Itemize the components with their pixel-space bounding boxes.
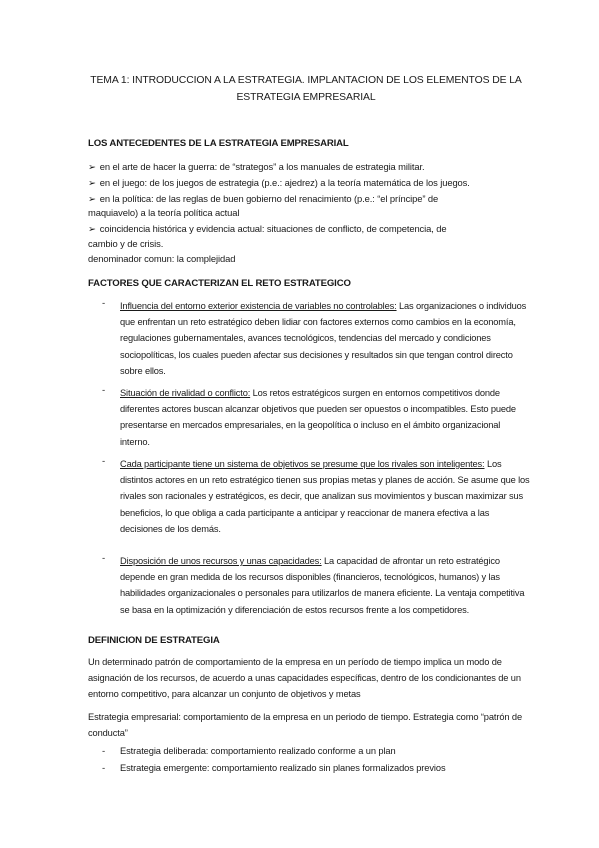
- section-heading-definicion: DEFINICION DE ESTRATEGIA: [88, 635, 220, 646]
- factor-title: Influencia del entorno exterior existencia de variables no controlables:: [120, 301, 397, 311]
- antecedente-line-continued: cambio y de crisis.: [88, 238, 164, 249]
- arrow-bullet-icon: ➢: [88, 193, 96, 204]
- arrow-bullet-icon: ➢: [88, 177, 96, 188]
- factor-title: Disposición de unos recursos y unas capacidades:: [120, 556, 322, 566]
- arrow-bullet-icon: ➢: [88, 161, 96, 172]
- dash-bullet: -: [102, 456, 106, 467]
- factor-text: Los retos estratégicos surgen en entornos competitivos donde diferentes actores buscan alcanzar objetivos que pueden ser opuestos o incompatibles. Esto puede presentarse en mercados empresariales, en la geopolítica o incluso en el ámbito organizacional interno.: [120, 388, 516, 447]
- factor-title: Cada participante tiene un sistema de objetivos se presume que los rivales son inteligentes:: [120, 459, 485, 469]
- definition-paragraph: Un determinado patrón de comportamiento de la empresa en un período de tiempo implica un modo de asignación de los recursos, de acuerdo a unas capacidades específicas, dentro de los condicionantes de un entorno competitivo, para alcanzar un conjunto de objetivos y metas: [88, 657, 521, 700]
- factor-text: Los distintos actores en un reto estratégico tienen sus propias metas y planes de acción. Se asume que los rivales son racionales y estratégicos, es decir, que analizan sus movimientos y buscan maximizar sus beneficios, lo que obliga a cada participante a anticipar y reaccionar de manera efectiva a las decisiones de los demás.: [120, 459, 530, 534]
- dash-bullet: -: [102, 553, 106, 564]
- antecedente-line: ➢ coincidencia histórica y evidencia actual: situaciones de conflicto, de competencia, de: [88, 223, 447, 234]
- factor-title: Situación de rivalidad o conflicto:: [120, 388, 251, 398]
- section-heading-factores: FACTORES QUE CARACTERIZAN EL RETO ESTRATEGICO: [88, 278, 351, 289]
- document-title: TEMA 1: INTRODUCCION A LA ESTRATEGIA. IMPLANTACION DE LOS ELEMENTOS DE LA ESTRATEGIA EMPRESARIAL: [90, 75, 522, 103]
- factor-text: Las organizaciones o individuos que enfrentan un reto estratégico deben lidiar con factores externos como cambios en la economía, regulaciones gubernamentales, avances tecnológicos, tendencias del mercado y condiciones sociopolíticas, los cuales pueden afectar sus decisiones y resultados sin que tengan control directo sobre ellos.: [120, 301, 527, 376]
- antecedente-line: ➢ en el arte de hacer la guerra: de “strategos” a los manuales de estrategia militar.: [88, 161, 425, 172]
- factor-text: La capacidad de afrontar un reto estratégico depende en gran medida de los recursos disponibles (financieros, tecnológicos, humanos) y las habilidades organizacionales o personales para utilizarlos de manera eficiente. La ventaja competitiva se basa en la optimización y diferenciación de estos recursos frente a los competidores.: [120, 556, 525, 615]
- section-heading-antecedentes: LOS ANTECEDENTES DE LA ESTRATEGIA EMPRESARIAL: [88, 138, 349, 149]
- antecedente-line: ➢ en la política: de las reglas de buen gobierno del renacimiento (p.e.: “el príncipe” de: [88, 193, 439, 204]
- dash-bullet: -: [102, 298, 106, 309]
- dash-bullet: -: [102, 385, 106, 396]
- dash-bullet: -: [102, 746, 106, 757]
- dash-bullet: -: [102, 763, 106, 774]
- antecedente-summary: denominador comun: la complejidad: [88, 253, 236, 264]
- estrategia-empresarial-paragraph: Estrategia empresarial: comportamiento de la empresa en un periodo de tiempo. Estrategia como “patrón de conducta”: [88, 712, 523, 739]
- document-page: TEMA 1: INTRODUCCION A LA ESTRATEGIA. IMPLANTACION DE LOS ELEMENTOS DE LA ESTRATEGIA EMPRESARIAL LOS ANTECEDENTES DE LA ESTRATEGIA EMPRESARIAL ➢ en el arte de hacer la guerra: de “strategos” a los manuales de estrategia militar. ➢ en el juego: de los juegos de estrategia (p.e.: ajedrez) a la teoría matemática de los juegos. ➢ en la política: de las reglas de buen gobierno del renacimiento (p.e.: “el príncipe” de maquiavelo) a la teoría política actual ➢ coincidencia histórica y evidencia actual: situaciones de conflicto, de competencia, de cambio y de crisis. denominador comun: la complejidad FACTORES QUE CARACTERIZAN EL RETO ESTRATEGICO - Influencia del entorno exterior existencia de variables no controlables: Las organizaciones o individuos que enfrentan un reto estratégico deben lidiar con factores externos como cambios en la economía, regulaciones gubernamentales, avances tecnológicos, tendencias del mercado y condiciones sociopolíticas, los cuales pueden afectar sus decisiones y resultados sin que tengan control directo sobre ellos. - Situación de rivalidad o conflicto: Los retos estratégicos surgen en entornos competitivos donde diferentes actores buscan alcanzar objetivos que pueden ser opuestos o incompatibles. Esto puede presentarse en mercados empresariales, en la geopolítica o incluso en el ámbito organizacional interno. - Cada participante tiene un sistema de objetivos se presume que los rivales son inteligentes: Los distintos actores en un reto estratégico tienen sus propias metas y planes de acción. Se asume que los rivales son racionales y estratégicos, es decir, que analizan sus movimientos y buscan maximizar sus beneficios, lo que obliga a cada participante a anticipar y reaccionar de manera efectiva a las decisiones de los demás. - Disposición de unos recursos y unas capacidades: La capacidad de afrontar un reto estratégico depende en gran medida de los recursos disponibles (financieros, tecnológicos, humanos) y las habilidades organizacionales o personales para utilizarlos de manera eficiente. La ventaja competitiva se basa en la optimización y diferenciación de estos recursos frente a los competidores. DEFINICION DE ESTRATEGIA Un determinado patrón de comportamiento de la empresa en un período de tiempo implica un modo de asignación de los recursos, de acuerdo a unas capacidades específicas, dentro de los condicionantes de un entorno competitivo, para alcanzar un conjunto de objetivos y metas Estrategia empresarial: comportamiento de la empresa en un periodo de tiempo. Estrategia como “patrón de conducta” - Estrategia deliberada: comportamiento realizado conforme a un plan - Estrategia emergente: comportamiento realizado sin planes formalizados previos: [0, 0, 599, 848]
- antecedente-line: ➢ en el juego: de los juegos de estrategia (p.e.: ajedrez) a la teoría matemática de los juegos.: [88, 177, 470, 188]
- arrow-bullet-icon: ➢: [88, 223, 96, 234]
- antecedente-line-continued: maquiavelo) a la teoría política actual: [88, 207, 240, 218]
